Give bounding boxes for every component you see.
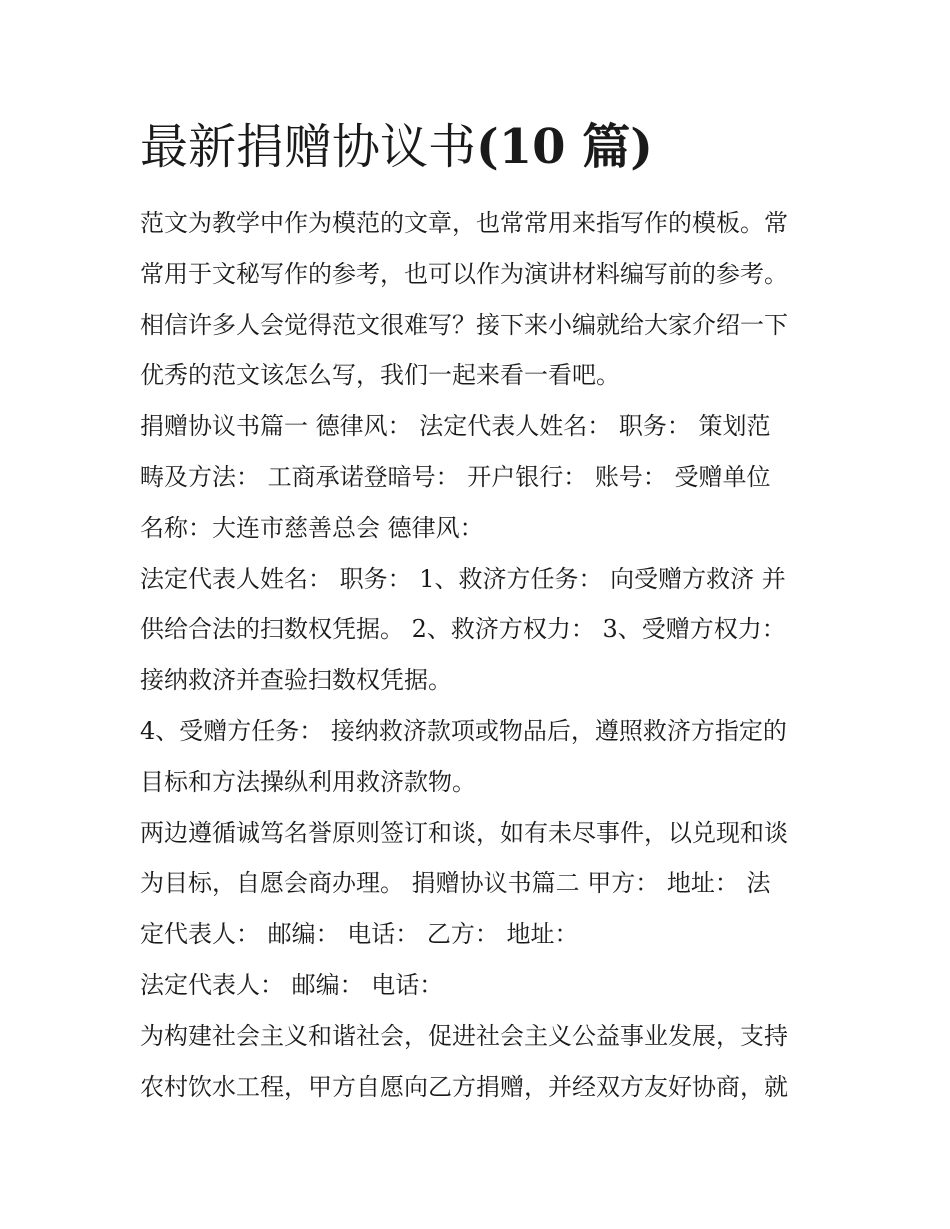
- body-line: 为目标，自愿会商办理。 捐赠协议书篇二 甲方： 地址： 法: [140, 869, 771, 898]
- body-line: 为构建社会主义和谐社会，促进社会主义公益事业发展，支持: [140, 1021, 788, 1050]
- body-line: 法定代表人姓名： 职务： 1、救济方任务： 向受赠方救济 并: [140, 564, 786, 593]
- document-body: [140, 198, 820, 1112]
- body-line: 优秀的范文该怎么写，我们一起来看一看吧。: [140, 361, 620, 390]
- body-line: 定代表人： 邮编： 电话： 乙方： 地址：: [140, 920, 579, 949]
- body-line: 相信许多人会觉得范文很难写？接下来小编就给大家介绍一下: [140, 310, 788, 339]
- body-line: 农村饮水工程，甲方自愿向乙方捐赠，并经双方友好协商，就: [140, 1072, 788, 1101]
- body-line: 接纳救济并查验扫数权凭据。: [140, 666, 452, 695]
- body-line: 目标和方法操纵利用救济款物。: [140, 767, 476, 796]
- body-line: 供给合法的扫数权凭据。 2、救济方权力： 3、受赠方权力：: [140, 615, 786, 644]
- body-line: 范文为教学中作为模范的文章，也常常用来指写作的模板。常: [140, 209, 788, 237]
- body-line: 捐赠协议书篇一 德律风： 法定代表人姓名： 职务： 策划范: [140, 412, 771, 441]
- document-title: [140, 118, 653, 176]
- body-line: 两边遵循诚笃名誉原则签订和谈，如有未尽事件，以兑现和谈: [140, 818, 788, 847]
- body-line: 畴及方法： 工商承诺登暗号： 开户银行： 账号： 受赠单位: [140, 462, 771, 491]
- body-line: 4、受赠方任务： 接纳救济款项或物品后，遵照救济方指定的: [140, 716, 787, 745]
- body-line: 法定代表人： 邮编： 电话：: [140, 970, 444, 999]
- body-line: 常用于文秘写作的参考，也可以作为演讲材料编写前的参考。: [140, 259, 788, 288]
- body-line: 名称：大连市慈善总会 德律风：: [140, 513, 484, 542]
- document-title-text: 最新捐赠协议书: [140, 119, 477, 175]
- document-title-count: (10 篇): [476, 119, 653, 175]
